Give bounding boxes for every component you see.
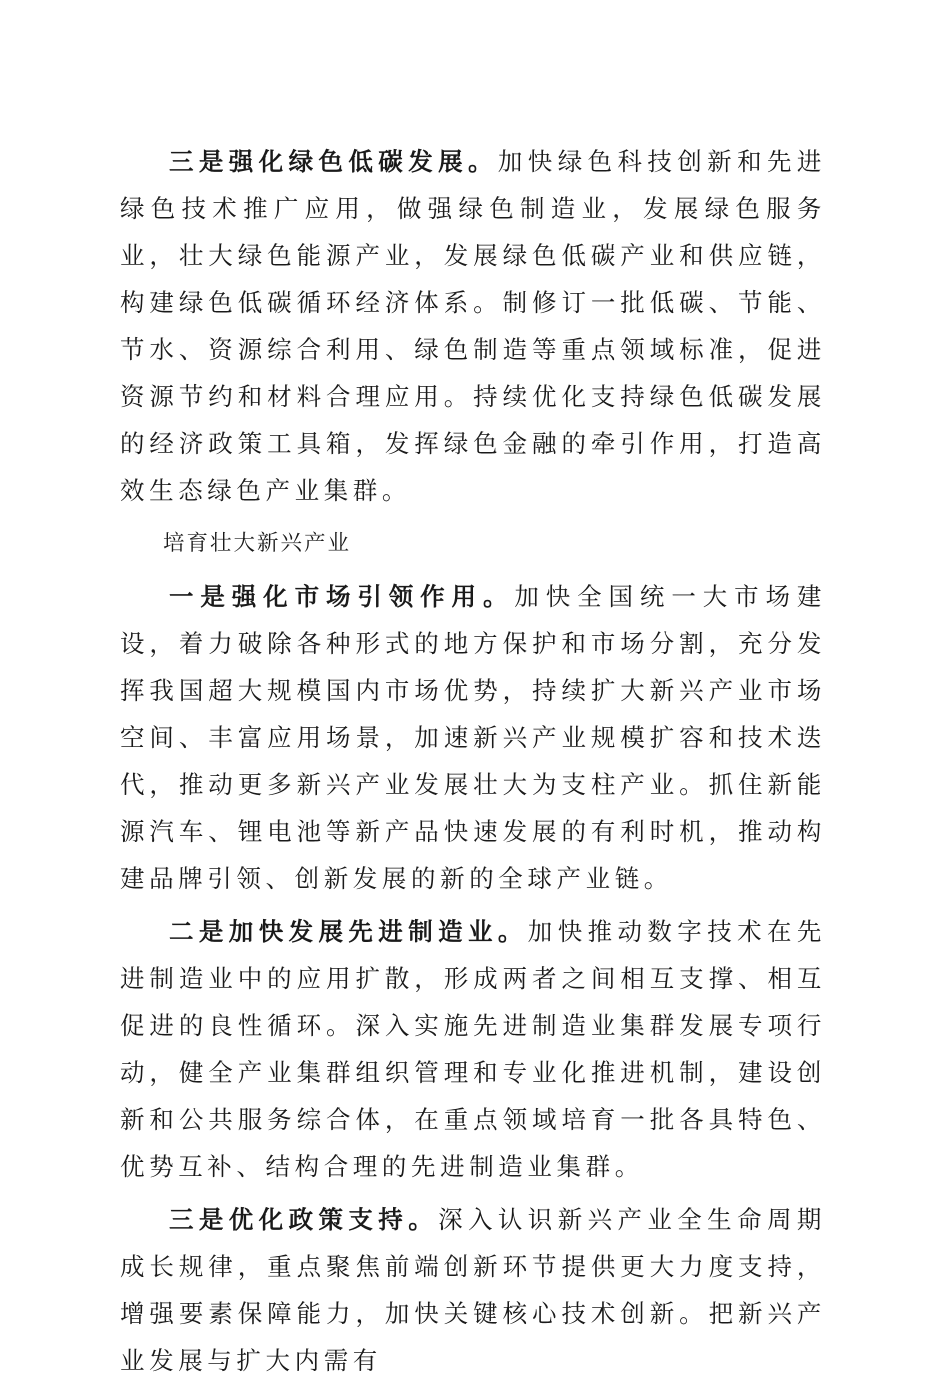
paragraph-advanced-manufacturing	[120, 908, 826, 1190]
paragraph-green-low-carbon	[120, 138, 826, 514]
document-body	[120, 138, 826, 1384]
paragraph-lead: 一是强化市场引领作用。	[169, 582, 515, 611]
paragraph-text: 加快推动数字技术在先进制造业中的应用扩散，形成两者之间相互支撑、相互促进的良性循环。深入实施先进制造业集群发展专项行动，健全产业集群组织管理和专业化推进机制，建设创新和公共服务综合体，在重点领域培育一批各具特色、优势互补、结构合理的先进制造业集群。	[120, 917, 826, 1181]
section-heading: 培育壮大新兴产业	[163, 531, 352, 556]
paragraph-text: 深入认识新兴产业全生命周期成长规律，重点聚焦前端创新环节提供更大力度支持，增强要素保障能力，加快关键核心技术创新。把新兴产业发展与扩大内需有	[120, 1205, 826, 1375]
paragraph-lead: 二是加快发展先进制造业。	[169, 917, 528, 946]
paragraph-policy-support	[120, 1196, 826, 1384]
paragraph-market-leading	[120, 573, 826, 902]
paragraph-text: 加快全国统一大市场建设，着力破除各种形式的地方保护和市场分割，充分发挥我国超大规模国内市场优势，持续扩大新兴产业市场空间、丰富应用场景，加速新兴产业规模扩容和技术迭代，推动更多新兴产业发展壮大为支柱产业。抓住新能源汽车、锂电池等新产品快速发展的有利时机，推动构建品牌引领、创新发展的新的全球产业链。	[120, 582, 826, 893]
paragraph-lead: 三是优化政策支持。	[169, 1205, 439, 1234]
paragraph-text: 加快绿色科技创新和先进绿色技术推广应用，做强绿色制造业，发展绿色服务业，壮大绿色能源产业，发展绿色低碳产业和供应链，构建绿色低碳循环经济体系。制修订一批低碳、节能、节水、资源综合利用、绿色制造等重点领域标准，促进资源节约和材料合理应用。持续优化支持绿色低碳发展的经济政策工具箱，发挥绿色金融的牵引作用，打造高效生态绿色产业集群。	[120, 147, 826, 505]
paragraph-lead: 三是强化绿色低碳发展。	[169, 147, 498, 176]
